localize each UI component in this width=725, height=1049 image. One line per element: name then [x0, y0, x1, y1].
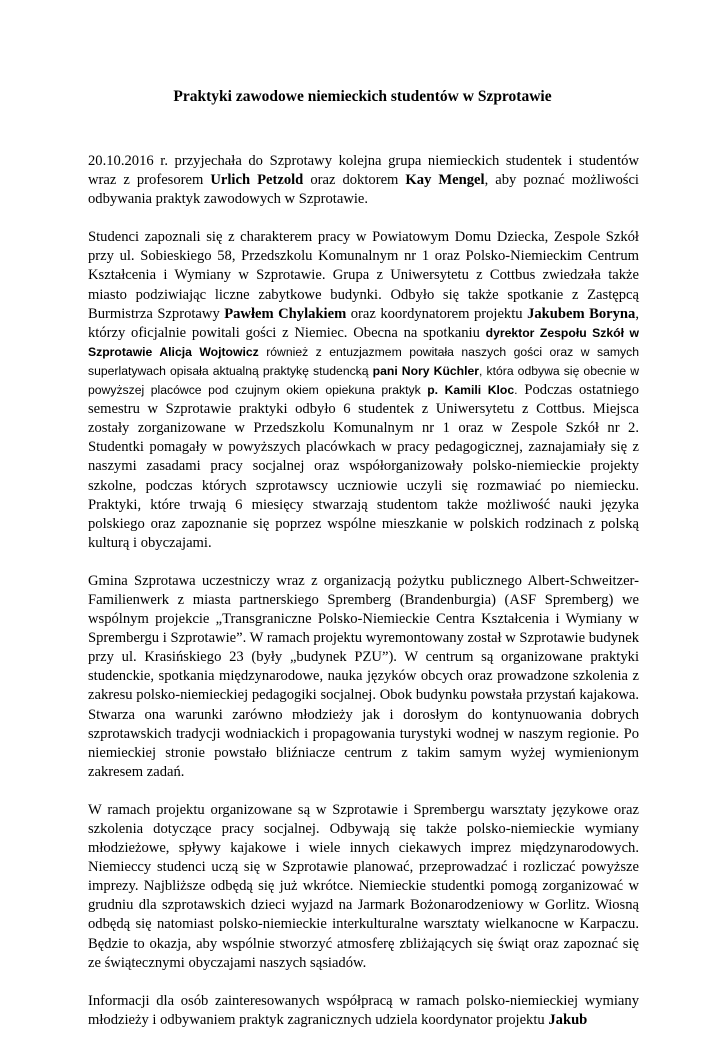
paragraph-text: , aby poznać możliwości odbywania praktyk zawodowych w Szprotawie.: [88, 172, 639, 208]
deputy-mayor-name: Pawłem Chylakiem: [224, 305, 347, 322]
student-name: pani Nory Küchler: [372, 363, 480, 378]
paragraph-text: Informacji dla osób zainteresowanych współpracą w ramach polsko-niemieckiej wymiany młodzieży i odbywaniem praktyk zagranicznych udziela koordynator projektu: [88, 992, 639, 1028]
paragraph-text: , którzy oficjalnie powitali gości z Niemiec. Obecna na spotkaniu: [88, 305, 639, 341]
doctor-name: Kay Mengel: [405, 172, 485, 189]
document-title: Praktyki zawodowe niemieckich studentów w Szprotawie: [173, 88, 552, 105]
paragraph-text: oraz doktorem: [303, 172, 406, 189]
coordinator-name: Jakubem Boryna: [527, 305, 636, 322]
supervisor-name: p. Kamili Kloc: [427, 383, 515, 398]
coordinator-first-name: Jakub: [548, 1011, 588, 1028]
paragraph-text-sans: .: [514, 383, 518, 398]
paragraph-1: [88, 152, 639, 209]
paragraph-4: W ramach projektu organizowane są w Szprotawie i Sprembergu warsztaty językowe oraz szkolenia dotyczące pracy socjalnej. Odbywają się także polsko-niemieckie wymiany młodzieżowe, spływy kajakowe i wiele innych ciekawych imprez międzynarodowych. Niemieccy studenci uczą się w Szprotawie planować, przeprowadzać i rozliczać powyższe imprezy. Najbliższe odbędą się już wkrótce. Niemieckie studentki pomogą zorganizować w grudniu dla szprotawskich dzieci wyjazd na Jarmark Bożonarodzeniowy w Gorlitz. Wiosną odbędą się natomiast polsko-niemieckie interkulturalne warsztaty wielkanocne w Karpaczu. Będzie to okazja, aby wspólnie stworzyć atmosferę zbliżających się świąt oraz zapoznać się ze świątecznymi obyczajami naszych sąsiadów.: [88, 801, 639, 971]
paragraph-text: oraz koordynatorem projektu: [346, 305, 528, 322]
paragraph-text: Studenci zapoznali się z charakterem pracy w Powiatowym Domu Dziecka, Zespole Szkół przy ul. Sobieskiego 58, Przedszkolu Komunalnym nr 1 oraz Polsko-Niemieckim Centrum Kształcenia i Wymiany w Szprotawie. Grupa z Uniwersytetu z Cottbus zwiedzała także miasto podziwiając liczne zabytkowe budynki. Odbyło się także spotkanie z Zastępcą Burmistrza Szprotawy: [88, 229, 639, 322]
paragraph-3: Gmina Szprotawa uczestniczy wraz z organizacją pożytku publicznego Albert-Schweitzer-Familienwerk z miasta partnerskiego Spremberg (Brandenburgia) (ASF Spremberg) we wspólnym projekcie „Transgraniczne Polsko-Niemieckie Centra Kształcenia i Wymiany w Sprembergu i Szprotawie”. W ramach projektu wyremontowany został w Szprotawie budynek przy ul. Krasińskiego 23 (były „budynek PZU”). W centrum są organizowane praktyki studenckie, spotkania międzynarodowe, nauka języków obcych oraz prowadzone szkolenia z zakresu polsko-niemieckiej pedagogiki socjalnej. Obok budynku powstała przystań kajakowa. Stwarza ona warunki zarówno młodzieży jak i dorosłym do kontynuowania dobrych szprotawskich tradycji wodniackich i propagowania turystyki wodnej w naszym regionie. Po niemieckiej stronie powstało bliźniacze centrum z takim samym wyżej wymienionym zakresem zadań.: [88, 572, 639, 780]
paragraph-text-sans: , która odbywa się obecnie w powyższej placówce pod czujnym okiem opiekuna praktyk: [88, 363, 640, 398]
school-director-name: dyrektor Zespołu Szkół w Szprotawie Alicja Wojtowicz: [88, 325, 639, 359]
document-body: [88, 152, 639, 1049]
paragraph-text: Podczas ostatniego semestru w Szprotawie praktyki odbyło 6 studentek z Uniwersytetu z Cottbus. Miejsca zostały zorganizowane w Przedszkolu Komunalnym nr 1 oraz w Zespole Szkół nr 2. Studentki pomagały w powyższych placówkach w pracy pedagogicznej, zaznajamiały się z naszymi zasadami pracy socjalnej oraz współorganizowały polsko-niemieckie projekty szkolne, podczas których szprotawscy uczniowie uczyli się rozmawiać po niemiecku. Praktyki, które trwają 6 miesięcy stwarzają studentom także możliwość nauki języka polskiego oraz zapoznanie się poprzez wspólne mieszkanie w polskich rodzinach z polską kulturą i obyczajami.: [88, 382, 639, 551]
paragraph-text: 20.10.2016 r. przyjechała do Szprotawy kolejna grupa niemieckich studentek i studentów wraz z profesorem: [88, 153, 639, 189]
paragraph-2: [88, 228, 639, 553]
professor-name: Urlich Petzold: [210, 172, 304, 189]
paragraph-text-sans: również z entuzjazmem powitała naszych gości oraz w samych superlatywach opisała aktualną praktykę studencką: [88, 344, 639, 378]
paragraph-5: [88, 992, 639, 1030]
